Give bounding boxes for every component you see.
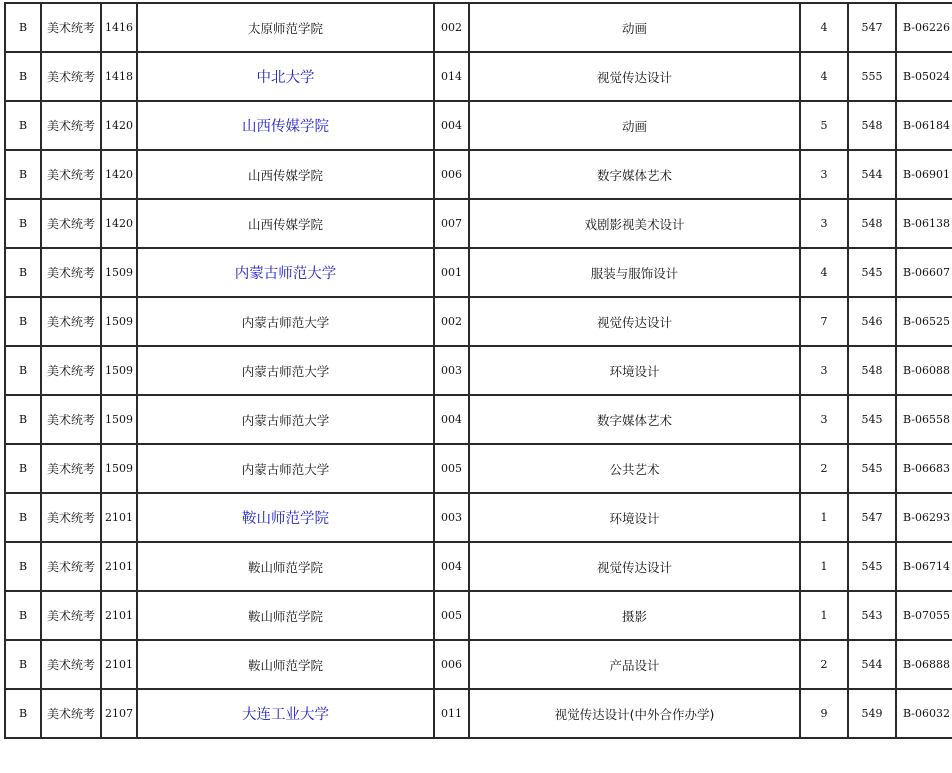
major-code-cell — [434, 297, 469, 346]
school-cell — [137, 640, 434, 689]
category-cell — [41, 297, 101, 346]
category-cell — [41, 591, 101, 640]
school-code-text: 1509 — [105, 462, 133, 475]
school-code-text: 2107 — [105, 707, 133, 720]
batch-text: B — [18, 21, 28, 34]
school-code-cell — [101, 346, 137, 395]
plan-count-cell — [800, 199, 848, 248]
plan-count-text: 9 — [820, 707, 828, 720]
batch-text: B — [18, 70, 28, 83]
major-code-cell — [434, 444, 469, 493]
score-text: 545 — [861, 560, 883, 573]
table-row — [5, 689, 952, 738]
plan-count-cell — [800, 3, 848, 52]
plan-count-text: 3 — [820, 217, 828, 230]
score-cell — [848, 101, 896, 150]
major-cell — [469, 150, 800, 199]
major-code-cell — [434, 493, 469, 542]
category-cell — [41, 3, 101, 52]
category-cell — [41, 640, 101, 689]
rank-text: B-06714 — [903, 560, 950, 573]
rank-text: B-06888 — [903, 658, 950, 671]
rank-text: B-06293 — [903, 511, 950, 524]
table-body — [5, 3, 952, 738]
table-row — [5, 52, 952, 101]
rank-cell — [896, 444, 952, 493]
batch-text: B — [18, 462, 28, 475]
rank-cell — [896, 591, 952, 640]
major-text: 视觉传达设计 — [596, 69, 672, 85]
major-cell — [469, 493, 800, 542]
major-code-text: 006 — [441, 168, 462, 181]
batch-cell — [5, 640, 41, 689]
major-code-text: 004 — [441, 413, 462, 426]
major-code-text: 002 — [441, 21, 462, 34]
school-code-text: 1420 — [105, 217, 133, 230]
school-code-text: 1418 — [105, 70, 133, 83]
batch-text: B — [18, 119, 28, 132]
major-cell — [469, 3, 800, 52]
school-link[interactable]: 鞍山师范学院 — [242, 511, 329, 527]
school-cell — [137, 591, 434, 640]
major-code-cell — [434, 101, 469, 150]
batch-text: B — [18, 364, 28, 377]
rank-cell — [896, 395, 952, 444]
school-text: 鞍山师范学院 — [247, 559, 323, 575]
major-text: 服装与服饰设计 — [590, 265, 679, 281]
category-text: 美术统考 — [46, 609, 95, 623]
school-code-text: 2101 — [105, 560, 133, 573]
school-cell — [137, 444, 434, 493]
rank-cell — [896, 346, 952, 395]
plan-count-text: 1 — [820, 511, 828, 524]
school-cell — [137, 297, 434, 346]
score-text: 543 — [861, 609, 883, 622]
category-cell — [41, 52, 101, 101]
score-cell — [848, 444, 896, 493]
table-row — [5, 346, 952, 395]
plan-count-cell — [800, 395, 848, 444]
major-text: 视觉传达设计 — [596, 314, 672, 330]
major-code-text: 011 — [441, 707, 462, 720]
batch-cell — [5, 297, 41, 346]
major-text: 数字媒体艺术 — [596, 412, 672, 428]
batch-cell — [5, 395, 41, 444]
school-code-cell — [101, 3, 137, 52]
score-text: 544 — [861, 168, 883, 181]
major-text: 戏剧影视美术设计 — [584, 216, 685, 232]
major-cell — [469, 591, 800, 640]
batch-cell — [5, 591, 41, 640]
batch-cell — [5, 346, 41, 395]
school-cell — [137, 395, 434, 444]
school-code-text: 2101 — [105, 511, 133, 524]
table-row — [5, 640, 952, 689]
plan-count-text: 3 — [820, 364, 828, 377]
score-cell — [848, 542, 896, 591]
batch-text: B — [18, 217, 28, 230]
major-code-cell — [434, 150, 469, 199]
score-cell — [848, 640, 896, 689]
major-text: 产品设计 — [609, 657, 660, 673]
category-cell — [41, 444, 101, 493]
score-cell — [848, 248, 896, 297]
school-code-text: 1420 — [105, 119, 133, 132]
school-text: 山西传媒学院 — [247, 216, 323, 232]
major-cell — [469, 542, 800, 591]
major-code-text: 005 — [441, 462, 462, 475]
school-text: 山西传媒学院 — [247, 167, 323, 183]
plan-count-cell — [800, 542, 848, 591]
plan-count-text: 4 — [820, 266, 828, 279]
category-text: 美术统考 — [46, 168, 95, 182]
major-text: 摄影 — [621, 608, 647, 624]
score-cell — [848, 493, 896, 542]
batch-text: B — [18, 413, 28, 426]
score-text: 546 — [861, 315, 883, 328]
school-code-text: 1416 — [105, 21, 133, 34]
plan-count-text: 3 — [820, 168, 828, 181]
batch-text: B — [18, 511, 28, 524]
major-text: 数字媒体艺术 — [596, 167, 672, 183]
category-cell — [41, 346, 101, 395]
school-text: 太原师范学院 — [247, 20, 323, 36]
major-text: 视觉传达设计(中外合作办学) — [554, 706, 715, 722]
table-row — [5, 199, 952, 248]
major-text: 环境设计 — [609, 363, 660, 379]
school-code-cell — [101, 150, 137, 199]
school-code-text: 1509 — [105, 413, 133, 426]
score-cell — [848, 689, 896, 738]
score-cell — [848, 3, 896, 52]
major-text: 视觉传达设计 — [596, 559, 672, 575]
school-code-text: 1509 — [105, 364, 133, 377]
major-code-cell — [434, 395, 469, 444]
category-cell — [41, 101, 101, 150]
table-row — [5, 395, 952, 444]
school-cell — [137, 3, 434, 52]
school-link[interactable]: 大连工业大学 — [242, 707, 329, 723]
category-text: 美术统考 — [46, 119, 95, 133]
category-cell — [41, 542, 101, 591]
major-cell — [469, 101, 800, 150]
school-code-text: 1509 — [105, 266, 133, 279]
batch-text: B — [18, 266, 28, 279]
score-cell — [848, 199, 896, 248]
score-text: 548 — [861, 364, 883, 377]
category-text: 美术统考 — [46, 70, 95, 84]
plan-count-text: 1 — [820, 609, 828, 622]
category-text: 美术统考 — [46, 658, 95, 672]
plan-count-cell — [800, 297, 848, 346]
score-text: 548 — [861, 217, 883, 230]
plan-count-cell — [800, 591, 848, 640]
category-text: 美术统考 — [46, 315, 95, 329]
score-text: 547 — [861, 21, 883, 34]
major-code-cell — [434, 346, 469, 395]
school-cell[interactable] — [137, 689, 434, 738]
major-cell — [469, 297, 800, 346]
table-row — [5, 3, 952, 52]
major-code-text: 004 — [441, 119, 462, 132]
plan-count-text: 2 — [820, 658, 828, 671]
major-code-text: 005 — [441, 609, 462, 622]
school-code-text: 1509 — [105, 315, 133, 328]
table-row — [5, 248, 952, 297]
major-text: 环境设计 — [609, 510, 660, 526]
plan-count-text: 7 — [820, 315, 828, 328]
score-text: 548 — [861, 119, 883, 132]
rank-text: B-06226 — [903, 21, 950, 34]
school-code-cell — [101, 199, 137, 248]
school-code-cell — [101, 493, 137, 542]
major-cell — [469, 444, 800, 493]
major-code-cell — [434, 248, 469, 297]
category-text: 美术统考 — [46, 560, 95, 574]
school-link[interactable]: 内蒙古师范大学 — [234, 266, 337, 282]
school-code-cell — [101, 542, 137, 591]
school-link[interactable]: 山西传媒学院 — [242, 119, 329, 135]
plan-count-text: 2 — [820, 462, 828, 475]
batch-cell — [5, 150, 41, 199]
school-code-cell — [101, 52, 137, 101]
major-code-cell — [434, 52, 469, 101]
rank-cell — [896, 689, 952, 738]
school-cell — [137, 346, 434, 395]
school-cell[interactable] — [137, 52, 434, 101]
rank-cell — [896, 542, 952, 591]
major-code-cell — [434, 640, 469, 689]
school-cell — [137, 199, 434, 248]
school-code-cell — [101, 248, 137, 297]
plan-count-cell — [800, 150, 848, 199]
school-link[interactable]: 中北大学 — [256, 70, 315, 86]
school-code-cell — [101, 640, 137, 689]
batch-cell — [5, 3, 41, 52]
plan-count-text: 4 — [820, 70, 828, 83]
rank-text: B-06558 — [903, 413, 950, 426]
batch-text: B — [18, 707, 28, 720]
batch-cell — [5, 52, 41, 101]
batch-cell — [5, 493, 41, 542]
table-row — [5, 493, 952, 542]
major-code-cell — [434, 591, 469, 640]
category-cell — [41, 248, 101, 297]
school-text: 内蒙古师范大学 — [241, 461, 330, 477]
batch-text: B — [18, 658, 28, 671]
table-row — [5, 101, 952, 150]
major-cell — [469, 199, 800, 248]
category-text: 美术统考 — [46, 707, 95, 721]
school-code-cell — [101, 101, 137, 150]
school-text: 内蒙古师范大学 — [241, 363, 330, 379]
batch-text: B — [18, 609, 28, 622]
plan-count-cell — [800, 52, 848, 101]
batch-text: B — [18, 168, 28, 181]
batch-text: B — [18, 560, 28, 573]
plan-count-cell — [800, 689, 848, 738]
category-cell — [41, 395, 101, 444]
category-text: 美术统考 — [46, 413, 95, 427]
rank-text: B-06138 — [903, 217, 950, 230]
batch-cell — [5, 101, 41, 150]
rank-text: B-06184 — [903, 119, 950, 132]
score-text: 555 — [861, 70, 883, 83]
rank-cell — [896, 640, 952, 689]
rank-text: B-06607 — [903, 266, 950, 279]
school-code-cell — [101, 395, 137, 444]
rank-cell — [896, 199, 952, 248]
school-code-text: 2101 — [105, 609, 133, 622]
plan-count-cell — [800, 640, 848, 689]
batch-cell — [5, 199, 41, 248]
major-code-text: 003 — [441, 511, 462, 524]
school-text: 鞍山师范学院 — [247, 657, 323, 673]
major-code-text: 006 — [441, 658, 462, 671]
score-cell — [848, 395, 896, 444]
school-text: 内蒙古师范大学 — [241, 412, 330, 428]
major-text: 动画 — [621, 118, 647, 134]
plan-count-cell — [800, 493, 848, 542]
rank-text: B-06683 — [903, 462, 950, 475]
score-text: 549 — [861, 707, 883, 720]
score-text: 544 — [861, 658, 883, 671]
plan-count-text: 3 — [820, 413, 828, 426]
major-cell — [469, 395, 800, 444]
batch-cell — [5, 248, 41, 297]
category-text: 美术统考 — [46, 217, 95, 231]
school-cell — [137, 542, 434, 591]
major-code-text: 002 — [441, 315, 462, 328]
table-row — [5, 150, 952, 199]
major-text: 公共艺术 — [609, 461, 660, 477]
rank-cell — [896, 493, 952, 542]
category-cell — [41, 689, 101, 738]
plan-count-cell — [800, 346, 848, 395]
major-code-cell — [434, 199, 469, 248]
category-cell — [41, 150, 101, 199]
school-code-cell — [101, 591, 137, 640]
batch-cell — [5, 689, 41, 738]
table-row — [5, 591, 952, 640]
table-row — [5, 444, 952, 493]
category-cell — [41, 199, 101, 248]
score-cell — [848, 52, 896, 101]
rank-text: B-05024 — [903, 70, 950, 83]
school-text: 内蒙古师范大学 — [241, 314, 330, 330]
school-cell[interactable] — [137, 101, 434, 150]
category-text: 美术统考 — [46, 21, 95, 35]
major-code-text: 003 — [441, 364, 462, 377]
score-cell — [848, 591, 896, 640]
batch-cell — [5, 542, 41, 591]
rank-text: B-07055 — [903, 609, 950, 622]
category-text: 美术统考 — [46, 364, 95, 378]
plan-count-cell — [800, 101, 848, 150]
major-code-text: 001 — [441, 266, 462, 279]
score-text: 545 — [861, 413, 883, 426]
major-cell — [469, 52, 800, 101]
major-code-cell — [434, 3, 469, 52]
plan-count-cell — [800, 248, 848, 297]
batch-text: B — [18, 315, 28, 328]
plan-count-text: 5 — [820, 119, 828, 132]
rank-text: B-06032 — [903, 707, 950, 720]
score-cell — [848, 346, 896, 395]
category-text: 美术统考 — [46, 511, 95, 525]
score-cell — [848, 297, 896, 346]
school-cell[interactable] — [137, 248, 434, 297]
rank-text: B-06901 — [903, 168, 950, 181]
rank-cell — [896, 150, 952, 199]
major-code-text: 004 — [441, 560, 462, 573]
major-code-cell — [434, 542, 469, 591]
batch-cell — [5, 444, 41, 493]
score-text: 545 — [861, 266, 883, 279]
plan-count-cell — [800, 444, 848, 493]
category-text: 美术统考 — [46, 266, 95, 280]
rank-cell — [896, 297, 952, 346]
major-cell — [469, 248, 800, 297]
rank-cell — [896, 3, 952, 52]
rank-cell — [896, 101, 952, 150]
score-text: 547 — [861, 511, 883, 524]
major-code-text: 014 — [441, 70, 462, 83]
rank-cell — [896, 248, 952, 297]
category-cell — [41, 493, 101, 542]
school-cell — [137, 150, 434, 199]
plan-count-text: 1 — [820, 560, 828, 573]
table-row — [5, 542, 952, 591]
school-cell[interactable] — [137, 493, 434, 542]
score-cell — [848, 150, 896, 199]
school-text: 鞍山师范学院 — [247, 608, 323, 624]
school-code-text: 2101 — [105, 658, 133, 671]
school-code-cell — [101, 444, 137, 493]
major-cell — [469, 689, 800, 738]
admission-table — [4, 2, 952, 739]
score-text: 545 — [861, 462, 883, 475]
rank-text: B-06525 — [903, 315, 950, 328]
school-code-cell — [101, 689, 137, 738]
rank-cell — [896, 52, 952, 101]
major-code-cell — [434, 689, 469, 738]
major-code-text: 007 — [441, 217, 462, 230]
plan-count-text: 4 — [820, 21, 828, 34]
major-text: 动画 — [621, 20, 647, 36]
category-text: 美术统考 — [46, 462, 95, 476]
school-code-cell — [101, 297, 137, 346]
school-code-text: 1420 — [105, 168, 133, 181]
rank-text: B-06088 — [903, 364, 950, 377]
major-cell — [469, 346, 800, 395]
table-row — [5, 297, 952, 346]
major-cell — [469, 640, 800, 689]
